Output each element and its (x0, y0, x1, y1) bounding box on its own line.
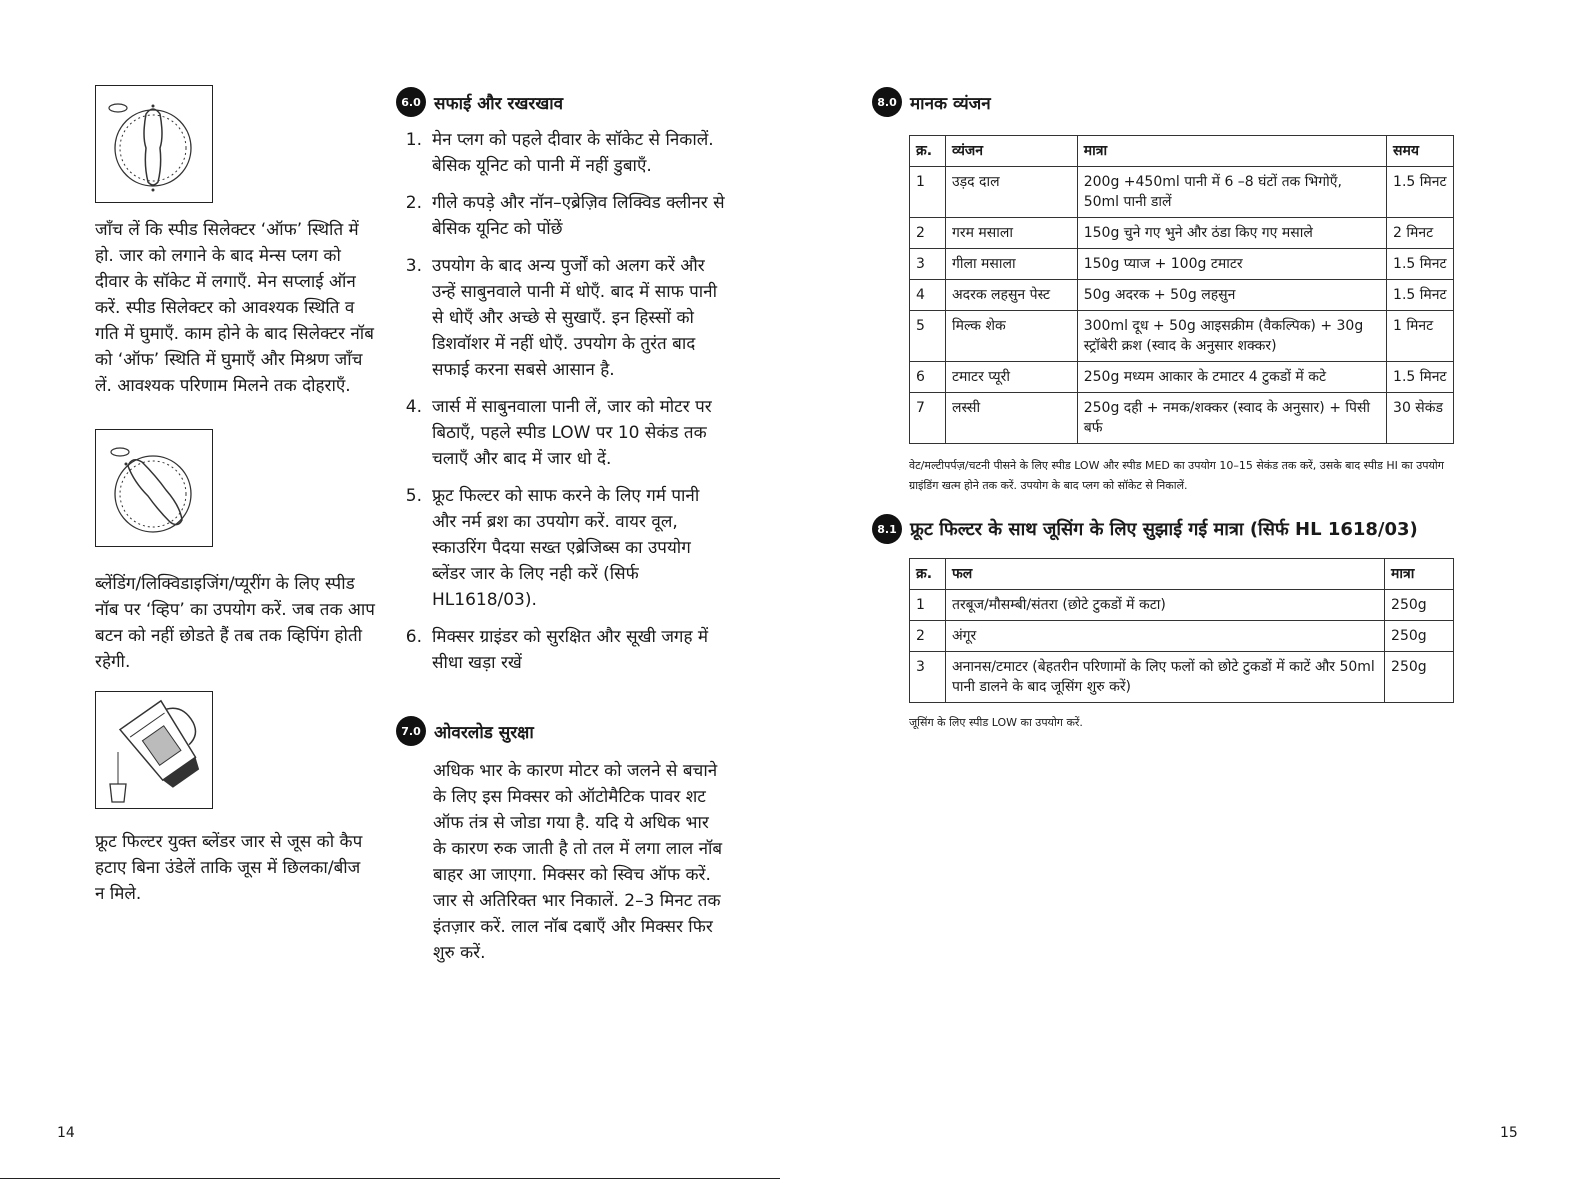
page-number-left: 14 (57, 1125, 75, 1141)
knob-whip-icon (96, 430, 214, 548)
table-header-row: क्र. फल मात्रा (910, 559, 1454, 590)
table-row: 4 अदरक लहसुन पेस्ट 50g अदरक + 50g लहसुन 1.5 मिनट (910, 280, 1454, 311)
knob-off-icon (96, 86, 214, 204)
table-row: 1 तरबूज/मौसम्बी/संतरा (छोटे टुकडों में कटा) 250g (910, 590, 1454, 621)
section-7-heading (396, 716, 726, 746)
section-6-heading (396, 87, 726, 117)
section-badge: 8.1 (872, 514, 902, 544)
page-number-right: 15 (1500, 1125, 1518, 1141)
left-column (95, 85, 375, 907)
section-7 (396, 716, 726, 966)
section-title: फ्रूट फिल्टर के साथ जूसिंग के लिए सुझाई गई मात्रा (सिर्फ HL 1618/03) (910, 519, 1418, 540)
speed-knob-off-illustration (95, 85, 213, 203)
juice-pouring-instructions: फ्रूट फिल्टर युक्त ब्लेंडर जार से जूस को कैप हटाए बिना उंडेलें ताकि जूस में छिलका/बीज न मिले. (95, 832, 363, 904)
section-badge: 8.0 (872, 87, 902, 117)
section-8-1-heading (872, 514, 1462, 544)
recipes-footnote: वेट/मल्टीपर्पज़/चटनी पीसने के लिए स्पीड LOW और स्पीड MED का उपयोग 10–15 सेकंड तक करें, उसके बाद स्पीड HI का उपयोग ग्राइंडिंग खत्म होने तक करें. उपयोग के बाद प्लग को सॉकेट से निकालें. (909, 459, 1444, 492)
list-item: 2. गीले कपड़े और नॉन–एब्रेज़िव लिक्विड क्लीनर से बेसिक यूनिट को पोंछें (405, 193, 725, 239)
table-row: 3 गीला मसाला 150g प्याज + 100g टमाटर 1.5 मिनट (910, 249, 1454, 280)
list-item: 3. उपयोग के बाद अन्य पुर्जों को अलग करें और उन्हें साबुनवाले पानी में धोएँ. बाद में साफ पानी से धोएँ और अच्छे से सुखाएँ. इन हिस्सों को डिशवॉशर में नहीं धोएँ. उपयोग के तुरंत बाद सफाई करना सबसे आसान है. (405, 256, 718, 380)
table-row: 1 उड़द दाल 200g +450ml पानी में 6 –8 घंटों तक भिगोएँ, 50ml पानी डालें 1.5 मिनट (910, 167, 1454, 218)
speed-selector-instructions: जाँच लें कि स्पीड सिलेक्टर ‘ऑफ’ स्थिति में हो. जार को लगाने के बाद मेन्स प्लग को दीवार के सॉकेट में लगाएँ. मेन सप्लाई ऑन करें. स्पीड सिलेक्टर को आवश्यक स्थिति व गति में घुमाएँ. काम होने के बाद सिलेक्टर नॉब को ‘ऑफ’ स्थिति में घुमाएँ और मिश्रण जाँच लें. आवश्यक परिणाम मिलने तक दोहराएँ. (95, 220, 374, 396)
juicing-footnote: जूसिंग के लिए स्पीड LOW का उपयोग करें. (909, 716, 1083, 729)
cleaning-steps-list (396, 127, 726, 676)
section-title: सफाई और रखरखाव (434, 93, 564, 114)
juicing-quantities-table (909, 558, 1454, 703)
section-title: मानक व्यंजन (910, 93, 991, 114)
section-title: ओवरलोड सुरक्षा (434, 722, 534, 743)
table-row: 7 लस्सी 250g दही + नमक/शक्कर (स्वाद के अनुसार) + पिसी बर्फ 30 सेकंड (910, 393, 1454, 444)
bottom-divider (0, 1178, 780, 1179)
list-item: 6. मिक्सर ग्राइंडर को सुरक्षित और सूखी जगह में सीधा खड़ा रखें (405, 627, 709, 673)
table-row: 2 अंगूर 250g (910, 621, 1454, 652)
table-row: 2 गरम मसाला 150g चुने गए भुने और ठंडा किए गए मसाले 2 मिनट (910, 218, 1454, 249)
whip-instructions: ब्लेंडिंग/लिक्विडाइजिंग/प्यूरींग के लिए स्पीड नॉब पर ‘व्हिप’ का उपयोग करें. जब तक आप बटन को नहीं छोडते हैं तब तक व्हिपिंग होती रहेगी. (95, 574, 375, 672)
section-badge: 7.0 (396, 716, 426, 746)
speed-knob-whip-illustration (95, 429, 213, 547)
table-row: 3 अनानस/टमाटर (बेहतरीन परिणामों के लिए फलों को छोटे टुकडों में काटें और 50ml पानी डालने के बाद जूसिंग शुरु करें) 250g (910, 652, 1454, 703)
table-row: 5 मिल्क शेक 300ml दूध + 50g आइसक्रीम (वैकल्पिक) + 30g स्ट्रॉबेरी क्रश (स्वाद के अनुसार शक्कर) 1 मिनट (910, 311, 1454, 362)
table-row: 6 टमाटर प्यूरी 250g मध्यम आकार के टमाटर 4 टुकडों में कटे 1.5 मिनट (910, 362, 1454, 393)
section-8-1 (872, 514, 1462, 733)
standard-recipes-table (909, 135, 1454, 444)
pouring-jar-icon (96, 692, 214, 810)
overload-protection-text: अधिक भार के कारण मोटर को जलने से बचाने के लिए इस मिक्सर को ऑटोमैटिक पावर शट ऑफ तंत्र से जोडा गया है. यदि ये अधिक भार के कारण रुक जाती है तो तल में लगा लाल नॉब बाहर आ जाएगा. मिक्सर को स्विच ऑफ करें. जार से अतिरिक्त भार निकालें. 2–3 मिनट तक इंतज़ार करें. लाल नॉब दबाएँ और मिक्सर फिर शुरु करें. (433, 761, 723, 963)
pouring-juice-illustration (95, 691, 213, 809)
middle-column (396, 87, 726, 966)
right-column (872, 87, 1462, 733)
list-item: 4. जार्स में साबुनवाला पानी लें, जार को मोटर पर बिठाएँ, पहले स्पीड LOW पर 10 सेकंड तक चलाएँ और बाद में जार धो दें. (405, 397, 712, 469)
table-header-row: क्र. व्यंजन मात्रा समय (910, 136, 1454, 167)
section-8-heading (872, 87, 1462, 117)
section-badge: 6.0 (396, 87, 426, 117)
list-item: 5. फ्रूट फिल्टर को साफ करने के लिए गर्म पानी और नर्म ब्रश का उपयोग करें. वायर वूल, स्काउरिंग पैदया सख्त एब्रेजिब्स का उपयोग ब्लेंडर जार के लिए नही करें (सिर्फ HL1618/03). (405, 486, 700, 610)
list-item: 1. मेन प्लग को पहले दीवार के सॉकेट से निकालें. बेसिक यूनिट को पानी में नहीं डुबाएँ. (405, 130, 714, 176)
